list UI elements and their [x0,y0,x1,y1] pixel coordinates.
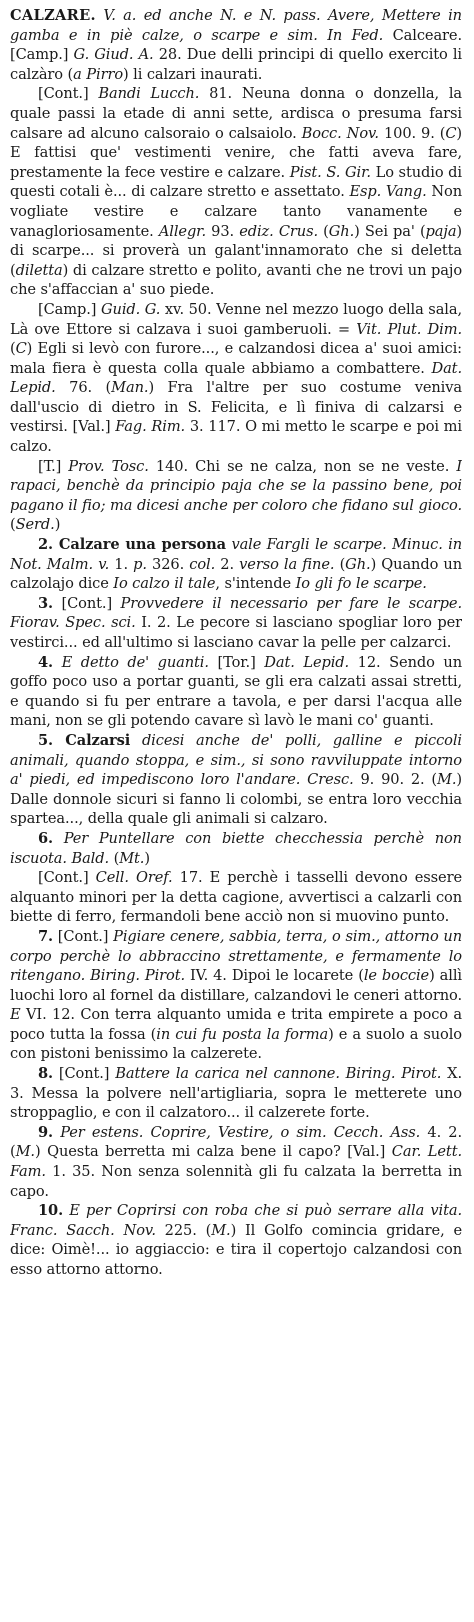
italic-text: Provvedere il necessario per fare le scarpe. Fiorav. Spec. sci. [10,594,462,632]
italic-text: paja [425,222,457,240]
italic-text: M. [211,1221,231,1239]
italic-text: dicesi anche de' polli, galline e piccoli animali, quando stoppa, e sim., si sono ravviluppate intorno a' piedi, ed impediscono loro l'andare. Cresc. [10,731,462,789]
text-run: 2. [215,555,240,573]
text-run: Lo studio di questi cotali è... di calzare stretto e assettato. [10,163,462,201]
sense-label: 9. [38,1123,54,1141]
italic-text: Gh. [328,222,355,240]
text-run: [T.] [38,457,69,475]
text-run: 12. Sendo un goffo poco uso a portar guanti, se gli era calzati assai stretti, e quando si fu per entrare a tavola, e per darsi l'acqua alle mani, non se gli potendo cavare sì lavò le mani co' guanti. [10,653,462,730]
text-run: 76. ( [55,379,112,397]
italic-text: Cell. Oref. [95,869,173,887]
text-run: 1. [109,555,134,573]
text-run: [Cont.] [38,869,96,887]
text-run: I. 2. Le pecore si lasciano spogliar loro per vestirci... ed all'ultimo si lasciano cavar la pelle per calzarci. [10,614,462,651]
italic-text: Io calzo il tale [113,575,216,593]
italic-text: p. [133,555,147,573]
text-run: ) E fattisi que' vestimenti venire, che fatti aveva fare, prestamente la fece vestire e calzare. [10,124,462,181]
text-run: ( [10,340,16,358]
text-run: ) [54,516,61,534]
italic-text: Per Puntellare con biette checchessia perchè non iscuota. Bald. [10,829,462,867]
italic-text: M. [15,1143,35,1161]
text-run: 28. Due delli principi di quello exercito li calzàro ( [10,46,462,83]
text-run: ) Egli si levò con furore..., e calzandosi dicea a' suoi amici: mala fiera è questa colla quale abbiamo a combattere. [10,340,462,377]
definition-paragraph [10,457,462,535]
italic-text: Car. Lett. Fam. [10,1143,462,1181]
italic-text: Mt. [119,849,145,867]
italic-text: E detto de' guanti. [53,653,209,671]
italic-text: M. [437,771,457,789]
text-run: ) li calzari inaurati. [123,65,263,83]
text-run: [Cont.] [38,85,99,103]
italic-text: Prov. Tosc. [68,457,149,475]
text-run: 225. ( [155,1221,212,1239]
text-run: Non vogliate vestire e calzare tanto vanamente e vanagloriosamente. [10,183,462,240]
italic-text: C [445,124,457,142]
italic-text: Per estens. Coprire, Vestire, o sim. Cecch. Ass. [53,1123,421,1141]
text-run: 140. Chi se ne calza, non se ne veste. [148,457,457,475]
text-run: ) di scarpe... si proverà un galant'innamorato che si deletta ( [10,222,462,279]
text-run: 81. Neuna donna o donzella, la quale passi la etade di anni sette, ardisca o presuma farsi calsare ad alcuno calsoraio o calsaiolo. [10,85,462,142]
italic-text: ediz. Crus. [239,222,318,240]
italic-text: Pigiare cenere, sabbia, terra, o sim., attorno un corpo perchè lo abbraccino strettamente, e fermamente lo ritengano. Biring. Pirot. [10,927,462,985]
headword: CALZARE. [10,7,96,24]
text-run: ( [109,849,120,867]
italic-text: Bandi Lucch. [98,85,200,103]
text-run: ) Quando un calzolajo dice [10,555,462,593]
italic-text: vale Fargli le scarpe. Minuc. in Not. Malm. v. [10,536,462,573]
text-run: [Camp.] [38,300,101,318]
text-run: ) e a suolo a suolo con pistoni benissimo la calzerete. [10,1025,462,1063]
text-run: 326. [146,555,190,573]
italic-text: Bocc. Nov. [301,124,379,142]
sense-label: 10. [38,1202,64,1220]
text-run: X. 3. Messa la polvere nell'artigliaria, sopra le metterete uno stroppaglio, e con il calzatoro... il calzerete forte. [10,1065,462,1122]
italic-text: a Pirro [73,65,124,83]
definition-paragraph [10,1201,462,1279]
definition-paragraph [10,594,462,653]
definition-paragraph [10,829,462,868]
sense-label: 5. Calzarsi [38,731,131,749]
text-run: 93. [206,222,240,240]
definition-paragraph [10,653,462,731]
italic-text: Pist. S. Gir. [289,163,371,181]
text-run: ) Il Golfo comincia gridare, e dice: Oimè!... io aggiaccio: e tira il copertojo calzandosi con esso attorno attorno. [10,1221,462,1278]
definition-paragraph [10,1123,462,1201]
definition-paragraph [10,535,462,594]
text-run: ( [334,555,346,573]
text-run: [Cont.] [53,1065,116,1083]
italic-text: C [15,340,27,358]
text-run: ) allì luochi loro al fornel da distillare, calzandovi le ceneri attorno. [10,967,462,1004]
text-run: Calceare. [Camp.] [10,26,462,64]
italic-text: V. a. ed anche N. e N. pass. Avere, Mettere in gamba e in piè calze, o scarpe e sim. In Fed. [10,7,462,44]
italic-text: E per Coprirsi con roba che si può serrare alla vita. Franc. Sacch. Nov. [10,1202,462,1239]
italic-text: Allegr. [158,222,206,240]
sense-label: 7. [38,927,54,945]
text-run: VI. 12. Con terra alquanto umida e trita empirete a poco a poco tutta la fossa ( [10,1006,462,1043]
italic-text: Esp. Vang. [349,183,427,201]
italic-text: Serd. [15,516,55,534]
italic-text: G. Giud. A. [73,46,154,64]
italic-text: Dat. Lepid. [10,359,462,397]
italic-text: Vit. Plut. Dim. [356,320,462,338]
sense-label: 8. [38,1065,54,1083]
text-run: [Cont.] [53,594,121,612]
text-run: ) Fra l'altre per suo costume veniva dall'uscio di dietro in S. Felicita, e lì finiva di calzarsi e vestirsi. [Val.] [10,379,462,436]
definition-paragraph [10,84,462,300]
sense-label: 6. [38,829,54,847]
italic-text: Dat. Lepid. [264,653,350,671]
definition-paragraph [10,868,462,927]
definition-paragraph [10,731,462,829]
text-run: 100. 9. ( [378,124,446,142]
text-run: 17. E perchè i tasselli devono essere alquanto minori per la detta cagione, avvertisci a calzarli con biette di ferro, fermandoli bene acciò non si muovino punto. [10,869,462,926]
italic-text: col. [189,555,216,573]
text-run: , s'intende [215,575,296,593]
italic-text: Gh. [345,555,371,573]
text-run: 3. 117. O mi metto le scarpe e poi mi calzo. [10,418,462,456]
italic-text: Io gli fo le scarpe. [295,575,427,593]
italic-text: in cui fu posta la forma [156,1025,329,1043]
text-run: ( [10,516,16,534]
definition-paragraph [10,300,462,457]
sense-label: 2. Calzare una persona [38,536,227,554]
italic-text: E [10,1006,21,1024]
text-run: ) di calzare stretto e polito, avanti che ne trovi un pajo che s'affaccian a' suo piede. [10,261,462,299]
text-run: ) Sei pa' ( [354,222,426,240]
sense-label: 3. [38,594,54,612]
text-run: IV. 4. Dipoi le locarete ( [185,967,364,985]
text-run: [Cont.] [53,927,114,945]
italic-text: verso la fine. [239,555,335,573]
italic-text: Guid. G. [100,300,161,318]
sense-label: 4. [38,653,54,671]
text-run: ( [318,222,329,240]
italic-text: Fag. Rim. [115,418,186,436]
text-run: xv. 50. Venne nel mezzo luogo della sala, Là ove Ettore si calzava i suoi gamberuoli. = [10,300,462,338]
text-run: ) Questa berretta mi calza bene il capo? [Val.] [34,1143,392,1161]
text-run: ) Dalle donnole sicuri si fanno li colombi, se entra loro vecchia spartea..., della quale gli animali si calzaro. [10,771,462,828]
definition-paragraph [10,1064,462,1123]
text-run: 4. 2. ( [10,1123,462,1161]
text-run: [Tor.] [208,653,265,671]
text-run: 1. 35. Non senza solennità gli fu calzata la berretta in capo. [10,1163,462,1200]
italic-text: diletta [15,261,63,279]
italic-text: I rapaci, benchè da principio paja che se la passino bene, poi pagano il fio; ma dicesi anche per coloro che fidano sul gioco. [10,457,462,514]
italic-text: Battere la carica nel cannone. Biring. Pirot. [115,1065,442,1083]
italic-text: Man. [111,379,149,397]
dictionary-page [10,6,462,1616]
italic-text: le boccie [363,967,430,985]
text-run: 9. 90. 2. ( [353,771,438,789]
entry-paragraph [10,6,462,84]
text-run: ) [144,849,150,867]
definition-paragraph [10,927,462,1064]
